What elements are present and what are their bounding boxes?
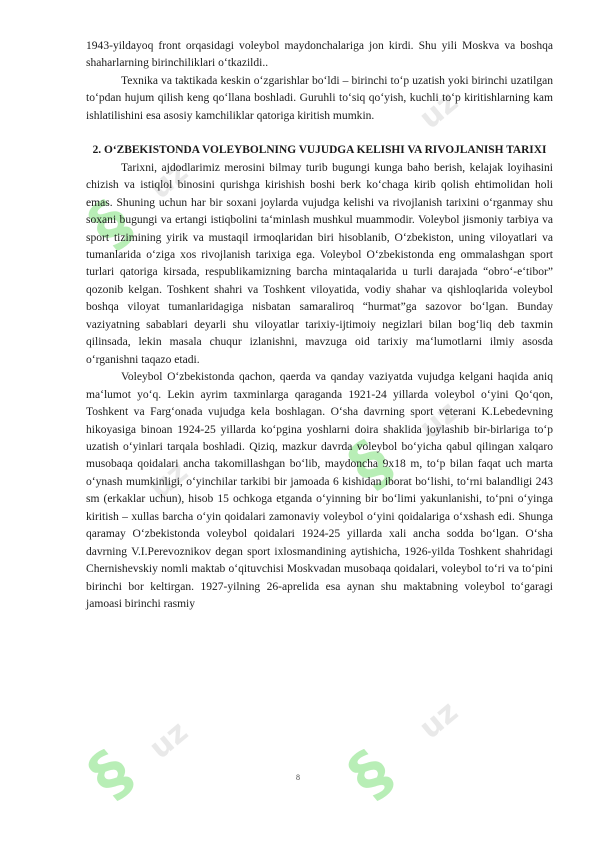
svg-text:§: § [74, 735, 146, 812]
svg-text:§: § [334, 425, 406, 502]
paragraph-1: 1943-yildayoq front orqasidagi voleybol maydonchalariga jon kirdi. Shu yili Moskva va boshqa shaharlarning birinchiliklari o‘tkazildi.. [86, 40, 553, 70]
paragraph-2: Texnika va taktikada keskin o‘zgarishlar bo‘ldi – birinchi to‘p uzatish yoki birinchi uzatilgan to‘pdan hujum qilish keng qo‘llana boshladi. Guruhli to‘siq qo‘yish, kuchli to‘p kiritishlarning kam ishlatilishini esa asosiy kamchiliklar qatoriga kiritish mumkin. [86, 74, 553, 122]
svg-text:uz: uz [142, 154, 195, 207]
document-body [86, 38, 553, 614]
paragraph-4: Voleybol O‘zbekistonda qachon, qaerda va qanday vaziyatda vujudga kelgani haqida aniq ma‘lumot yo‘q. Lekin ayrim taxminlarga qaraganda 1921-24 yillarda voleybol o‘yini Qo‘qon, Toshkent va Farg‘onada vujudga kela boshlagan. O‘sha davrning sport veterani K.Lebedevning hikoyasiga binoan 1924-25 yillarda ko‘pgina yoshlarni doira shaklida joylashib bir-birlariga to‘p uzatish o‘yinlari tarqala boshladi. Qiziq, mazkur davrda voleybol bo‘yicha qabul qilingan xalqaro musobaqa qoidalari ancha takomillashgan bo‘lib, maydoncha 9x18 m, to‘p bilan faqat uch marta o‘ynash mumkinligi, o‘yinchilar tarkibi bir jamoada 6 kishidan iborat bo‘lishi, to‘rni balandligi 243 sm (erkaklar uchun), hisob 15 ochkoga etganda o‘yinning bir bo‘limi yakunlanishi, to‘pni o‘yinga kiritish – xullas barcha o‘yin qoidalari zamonaviy voleybol o‘yini qoidalariga o‘xshash edi. Shunga qaramay O‘zbekistonda voleybol qoidalari 1924-25 yillarda xali ancha sodda bo‘lgan. O‘sha davrning V.I.Perevoznikov degan sport ixlosmandining aytishicha, 1926-yilda Toshkent shahridagi Chernishevskiy nomli maktab o‘qituvchisi Moskvadan musobaqa qoidalari, voleybol to‘ri va to‘pini birinchi bor keltirgan. 1927-yilning 26-aprelida esa aynan shu maktabning voleybol to‘garagi jamoasi birinchi rasmiy [86, 371, 553, 611]
paragraph-3: Tarixni, ajdodlarimiz merosini bilmay turib bugungi kunga baho berish, kelajak loyihasini chizish va istiqlol binosini qurishga kirishish boshi berk ko‘chaga kirib qolish ehtimolidan holi emas. Shuning uchun har bir soxani joylarda vujudga kelishi va rivojlanish tarixini o‘rganmay shu soxani bugungi va ertangi istiqbolini ta‘minlash mushkul muammodir. Voleybol jismoniy tarbiya va sport tizimining yirik va mustaqil irmoqlaridan biri hisoblanib, O‘zbekiston, uning viloyatlari va tumanlarida o‘ziga xos rivojlanish tarixiga ega. Voleybol O‘zbekistonda eng ommalashgan sport turlari qatoriga kirsada, respublikamizning barcha mintaqalarida u turli darajada “obro‘-e‘tibor” qozonib kelgan. Toshkent shahri va Toshkent viloyatida, vodiy shahar va qishloqlarida voleybol boshqa viloyat tumanlaridagiga nisbatan samaraliroq “hurmat”ga sazovor bo‘lgan. Bunday vaziyatning sabablari deyarli shu viloyatlar tarixiy-ijtimoiy negizlari bilan bog‘liq deb taxmin qilinsada, lekin masala chuqur izlanishni, mavzuga oid tarixiy ma‘lumotlarni ilmiy asosda o‘rganishni taqazo etadi. [86, 161, 553, 366]
svg-text:uz: uz [412, 394, 465, 447]
page-number: 8 [296, 773, 300, 782]
svg-text:uz: uz [142, 714, 195, 767]
svg-text:uz: uz [142, 454, 195, 507]
svg-text:uz: uz [412, 84, 465, 137]
svg-text:uz: uz [412, 694, 465, 747]
svg-text:§: § [74, 185, 146, 262]
section-heading: 2. O‘ZBEKISTONDA VOLEYBOLNING VUJUDGA KELISHI VA RIVOJLANISH TARIXI [92, 144, 547, 157]
svg-text:§: § [334, 735, 406, 812]
